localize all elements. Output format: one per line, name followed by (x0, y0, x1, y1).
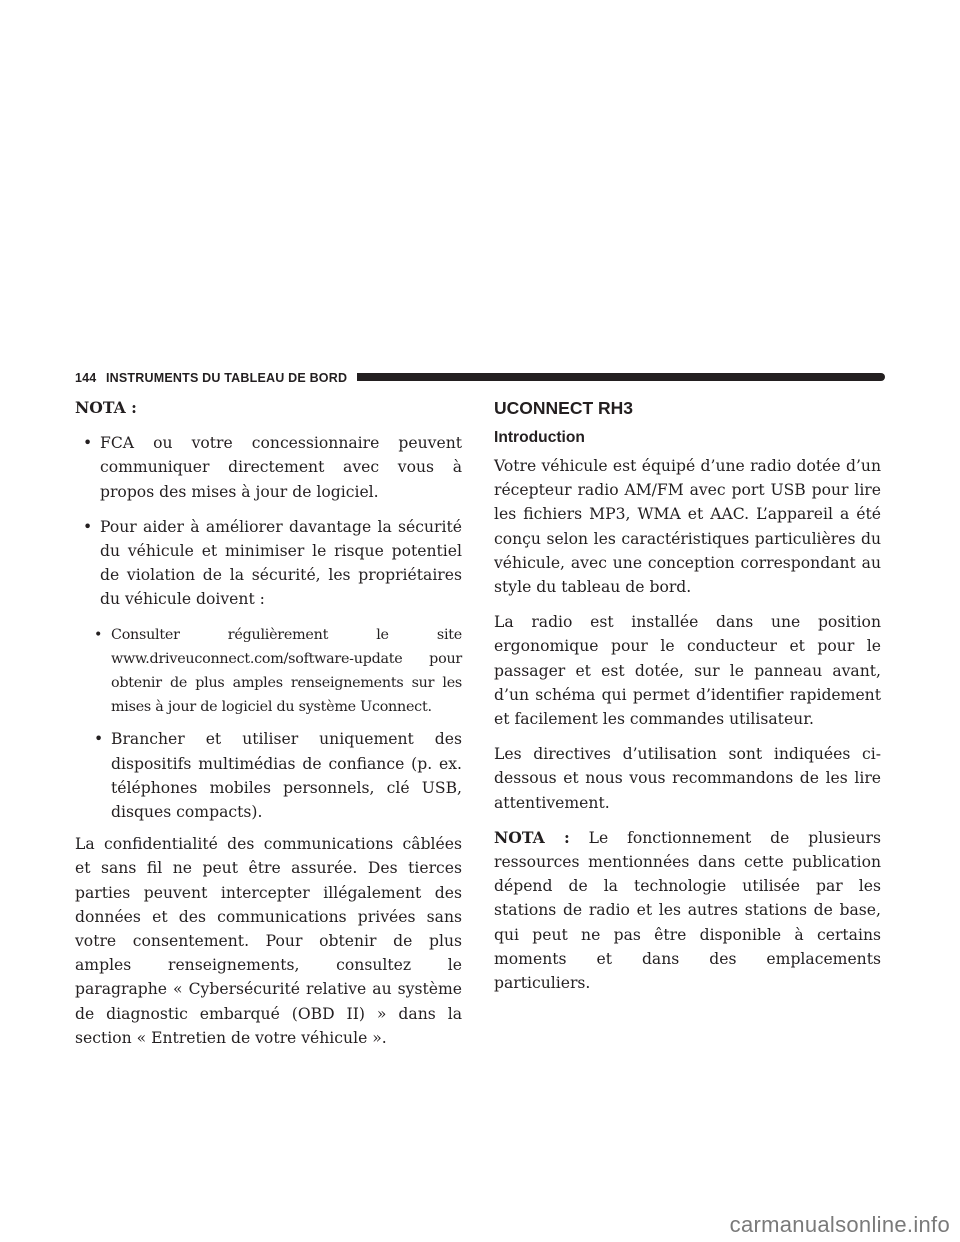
nota-label: NOTA : (75, 398, 137, 417)
bullet-item (75, 431, 462, 504)
nota-heading (75, 396, 462, 420)
right-column (494, 396, 881, 1006)
sub-bullet-text: Brancher et utiliser uniquement des dispositifs multimédias de confiance (p. ex. téléphones mobiles personnels, clé USB, disques compacts). (111, 730, 462, 822)
nota-label: NOTA : (494, 827, 570, 847)
sub-bullet-item (75, 727, 462, 824)
page-number: 144 (75, 371, 97, 385)
page-header (75, 368, 885, 388)
section-heading: UCONNECT RH3 (494, 398, 634, 418)
body-paragraph: Votre véhicule est équipé d’une radio dotée d’un récepteur radio AM/FM avec port USB pour lire les fichiers MP3, WMA et AAC. L’appareil a été conçu selon les caractéristiques particulières du véhicule, avec une conception correspondant au style du tableau de bord. (494, 457, 881, 597)
bullet-dot: • (83, 434, 93, 453)
nota-paragraph (494, 826, 881, 995)
bullet-text: Pour aider à améliorer davantage la sécurité du véhicule et minimiser le risque potentiel de violation de la sécurité, les propriétaires du véhicule doivent : (100, 517, 462, 609)
bullet-text: FCA ou votre concessionnaire peuvent communiquer directement avec vous à propos des mises à jour de logiciel. (100, 434, 462, 501)
bullet-dot: • (94, 730, 104, 749)
bullet-dot: • (94, 626, 103, 643)
body-paragraph: La radio est installée dans une position ergonomique pour le conducteur et pour le passager et est dotée, sur le panneau avant, d’un schéma qui permet d’identifier rapidement et facilement les commandes utilisateur. (494, 613, 881, 729)
body-paragraph: Les directives d’utilisation sont indiquées ci-dessous et nous vous recommandons de les lire attentivement. (494, 745, 881, 812)
bullet-item (75, 515, 462, 612)
privacy-paragraph: La confidentialité des communications câblées et sans fil ne peut être assurée. Des tierces parties peuvent intercepter illégalement des données et des communications privées sans votre consentement. Pour obtenir de plus amples renseignements, consultez le paragraphe « Cybersécurité relative au système de diagnostic embarqué (OBD II) » dans la section « Entretien de votre véhicule ». (75, 835, 462, 1047)
left-column (75, 396, 462, 1061)
sub-bullet-item (75, 623, 462, 720)
header-rule (357, 373, 885, 381)
bullet-dot: • (83, 517, 93, 536)
sub-bullet-text: Consulter régulièrement le site www.driveuconnect.com/software-update pour obtenir de plus amples renseignements sur les mises à jour de logiciel du système Uconnect. (111, 626, 462, 716)
subsection-heading: Introduction (494, 429, 585, 446)
nota-text: Le fonctionnement de plusieurs ressources mentionnées dans cette publication dépend de la technologie utilisée par les stations de radio et les autres stations de base, qui peut ne pas être disponible à certains moments et dans des emplacements particuliers. (494, 828, 881, 993)
section-title: INSTRUMENTS DU TABLEAU DE BORD (106, 371, 348, 385)
watermark: carmanualsonline.info (729, 1212, 950, 1237)
